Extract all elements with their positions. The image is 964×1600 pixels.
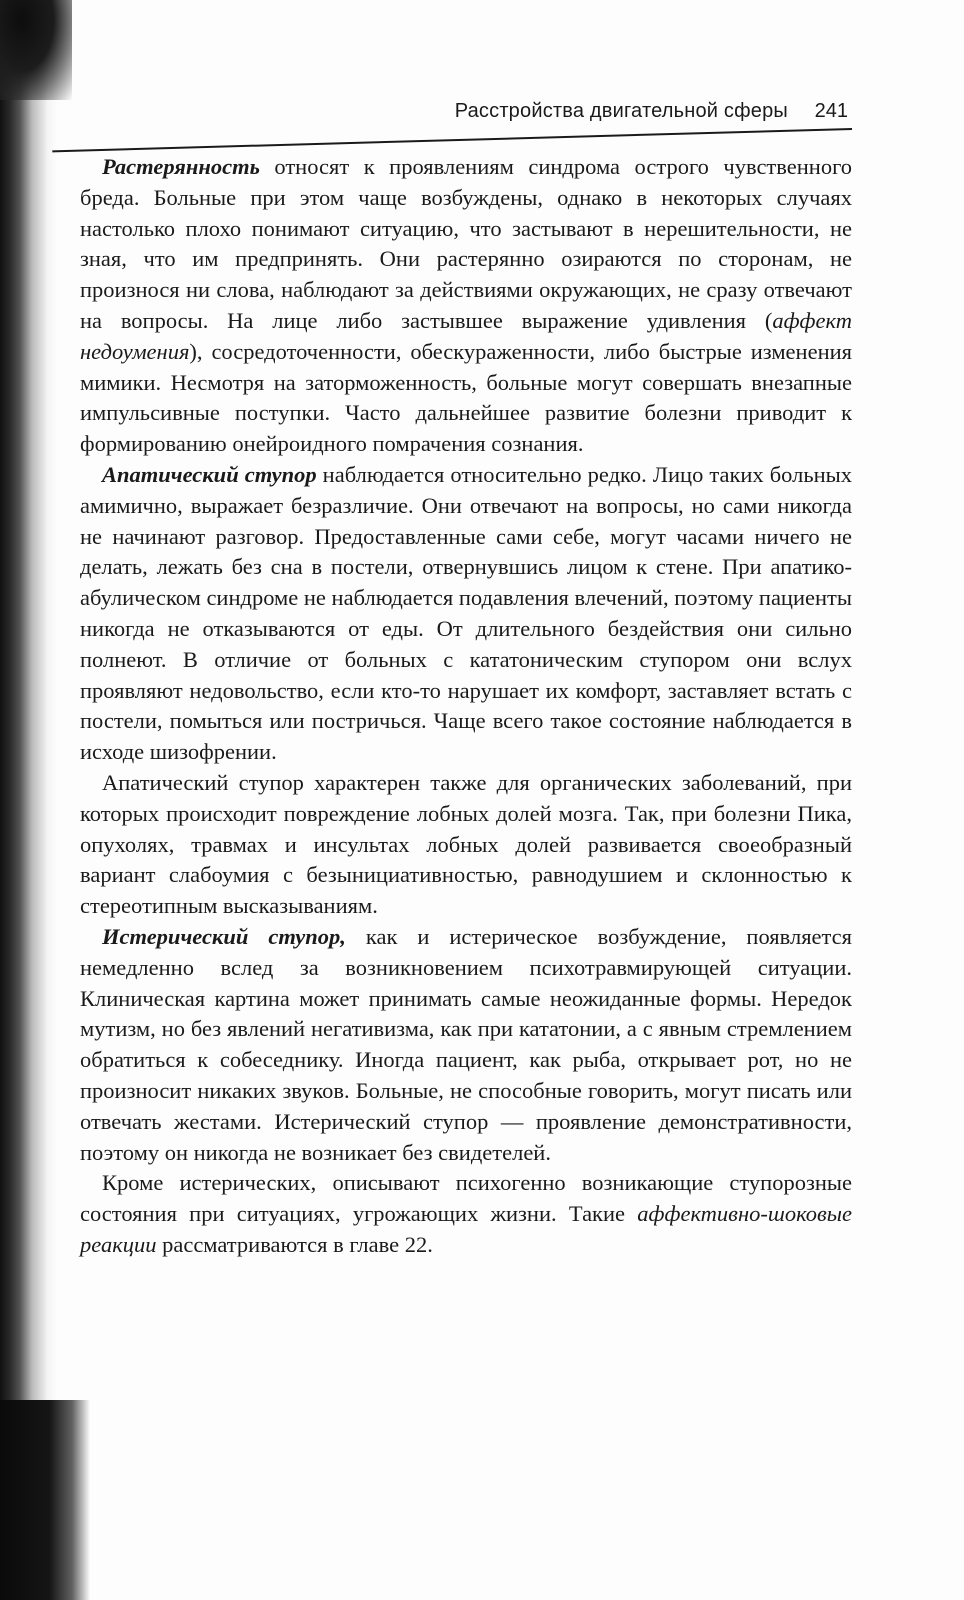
running-header-title: Расстройства двигательной сферы <box>454 100 788 122</box>
paragraph-hysterical-stupor <box>80 922 852 1168</box>
binding-shadow-top <box>0 0 72 100</box>
paragraph-text: относят к проявлениям синдрома острого чувственного бреда. Больные при этом чаще возбуждены, однако в некоторых случаях настолько плохо понимают ситуацию, что застывают в нерешительности, не зная, что им предпринять. Они растерянно озираются по сторонам, не произнося ни слова, наблюдают за действиями окружающих, не сразу отвечают на вопросы. На лице либо застывшее выражение удивления ( <box>80 154 852 333</box>
binding-shadow-bottom <box>0 1400 90 1600</box>
header-rule <box>52 128 852 152</box>
paragraph-text: наблюдается относительно редко. Лицо таких больных амимично, выражает безразличие. Они отвечают на вопросы, но сами никогда не начинают разговор. Предоставленные сами себе, могут часами ничего не делать, лежать без сна в постели, отвернувшись лицом к стене. При апатико-абулическом синдроме не наблюдается подавления влечений, поэтому пациенты никогда не отказываются от еды. От длительного бездействия они сильно полнеют. В отличие от больных с кататоническим ступором они вслух проявляют недовольство, если кто-то нарушает их комфорт, заставляет встать с постели, помыться или постричься. Чаще всего такое состояние наблюдается в исходе шизофрении. <box>80 461 852 765</box>
running-header <box>96 96 854 126</box>
paragraph-text: как и истерическое возбуждение, появляется немедленно вслед за возникновением психотравмирующей ситуации. Клиническая картина может принимать самые неожиданные формы. Нередок мутизм, но без явлений негативизма, как при кататонии, а с явным стремлением обратиться к собеседнику. Иногда пациент, как рыба, открывает рот, но не произносит никаких звуков. Больные, не способные говорить, могут писать или отвечать жестами. Истерический ступор — проявление демонстративности, поэтому он никогда не возникает без свидетелей. <box>80 923 852 1165</box>
term-affective-shock: аффективно-шоковые реакции <box>80 1201 852 1257</box>
paragraph-organic <box>80 768 852 922</box>
paragraph-apathetic-stupor <box>80 460 852 768</box>
paragraph-text: Кроме истерических, описывают психогенно возникающие ступорозные состояния при ситуациях, угрожающих жизни. Такие <box>80 1170 852 1227</box>
page-number: 241 <box>814 100 848 122</box>
term-hysterical-stupor: Истерический ступор, <box>102 923 346 949</box>
paragraph-text: ), сосредоточенности, обескураженности, либо быстрые изменения мимики. Несмотря на заторможенность, больные могут совершать внезапные импульсивные поступки. Часто дальнейшее развитие болезни приводит к формированию онейроидного помрачения сознания. <box>80 338 852 457</box>
paragraph-psychogenic <box>80 1168 852 1260</box>
paragraph-text: Апатический ступор характерен также для органических заболеваний, при которых происходит повреждение лобных долей мозга. Так, при болезни Пика, опухолях, травмах и инсультах лобных долей развивается своеобразный вариант слабоумия с безынициативностью, равнодушием и склонностью к стереотипным высказываниям. <box>80 769 852 919</box>
paragraph-confusion <box>80 152 852 460</box>
body-text <box>80 152 852 1261</box>
term-confusion: Растерянность <box>102 154 260 179</box>
paragraph-text: рассматриваются в главе 22. <box>156 1231 433 1257</box>
term-apathetic-stupor: Апатический ступор <box>102 461 317 487</box>
term-bewilderment-affect: аффект недоумения <box>80 307 852 364</box>
binding-shadow <box>0 0 58 1600</box>
